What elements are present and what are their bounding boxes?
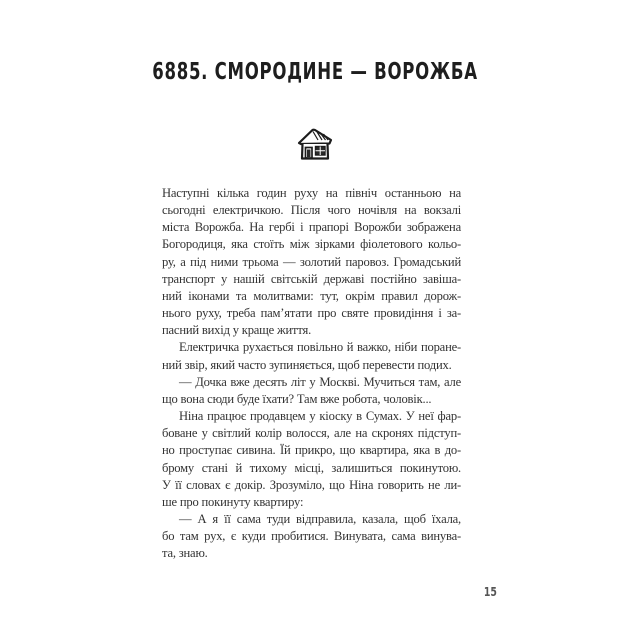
text-line: Наступні кілька годин руху на північ останньою на xyxy=(162,186,461,200)
text-line: ру, а під ними трьома — золотий паровоз. Громадський xyxy=(162,254,461,269)
text-line: Ніна працює продавцем у кіоску в Сумах. У неї фар- xyxy=(179,409,461,424)
text-line: сьогодні електричкою. Після чого ночівля на вокзалі xyxy=(162,203,461,218)
chapter-title: 6885. СМОРОДИНЕ — ВОРОЖБА xyxy=(152,59,478,85)
text-line: ний звір, який часто зупиняється, щоб перевести подих. xyxy=(162,357,452,372)
text-line: но проступає сивина. Їй прикро, що квартира, яка в до- xyxy=(162,443,461,458)
text-line: пасний вихід у краще життя. xyxy=(162,323,312,338)
text-line: нього руху, треба пам’ятати про святе провидіння і за- xyxy=(162,306,461,321)
text-line: Електричка рухається повільно й важко, ніби поране- xyxy=(179,340,461,355)
text-line: боване у світлий колір волосся, але на скронях підступ- xyxy=(162,426,461,441)
house-icon xyxy=(0,127,630,166)
text-line: ше про покинуту квартиру: xyxy=(162,494,304,509)
body-text xyxy=(162,185,461,562)
text-line: міста Ворожба. На гербі і прапорі Ворожби зображена xyxy=(162,220,461,235)
page-number: 15 xyxy=(483,585,497,599)
text-line: — Дочка вже десять літ у Москві. Мучиться там, але xyxy=(179,374,461,389)
text-line: та, знаю. xyxy=(162,546,208,561)
text-line: транспорт у нашій світській державі постійно завіша- xyxy=(162,271,461,286)
text-line: У її словах є докір. Зрозуміло, що Ніна говорить не ли- xyxy=(162,477,461,492)
text-line: що вона сюди буде їхати? Там вже робота, чоловік... xyxy=(162,391,432,406)
text-line: брому стані й тихому місці, залишиться покинутою. xyxy=(162,460,461,475)
text-line: ний іконами та молитвами: тут, окрім правил дорож- xyxy=(162,288,461,303)
text-line: Богородиця, яка стоїть між зірками фіолетового кольо- xyxy=(162,237,461,252)
text-line: бо там рух, є куди пробитися. Винувата, сама винува- xyxy=(162,529,461,544)
text-line: — А я її сама туди відправила, казала, щоб їхала, xyxy=(179,511,461,526)
